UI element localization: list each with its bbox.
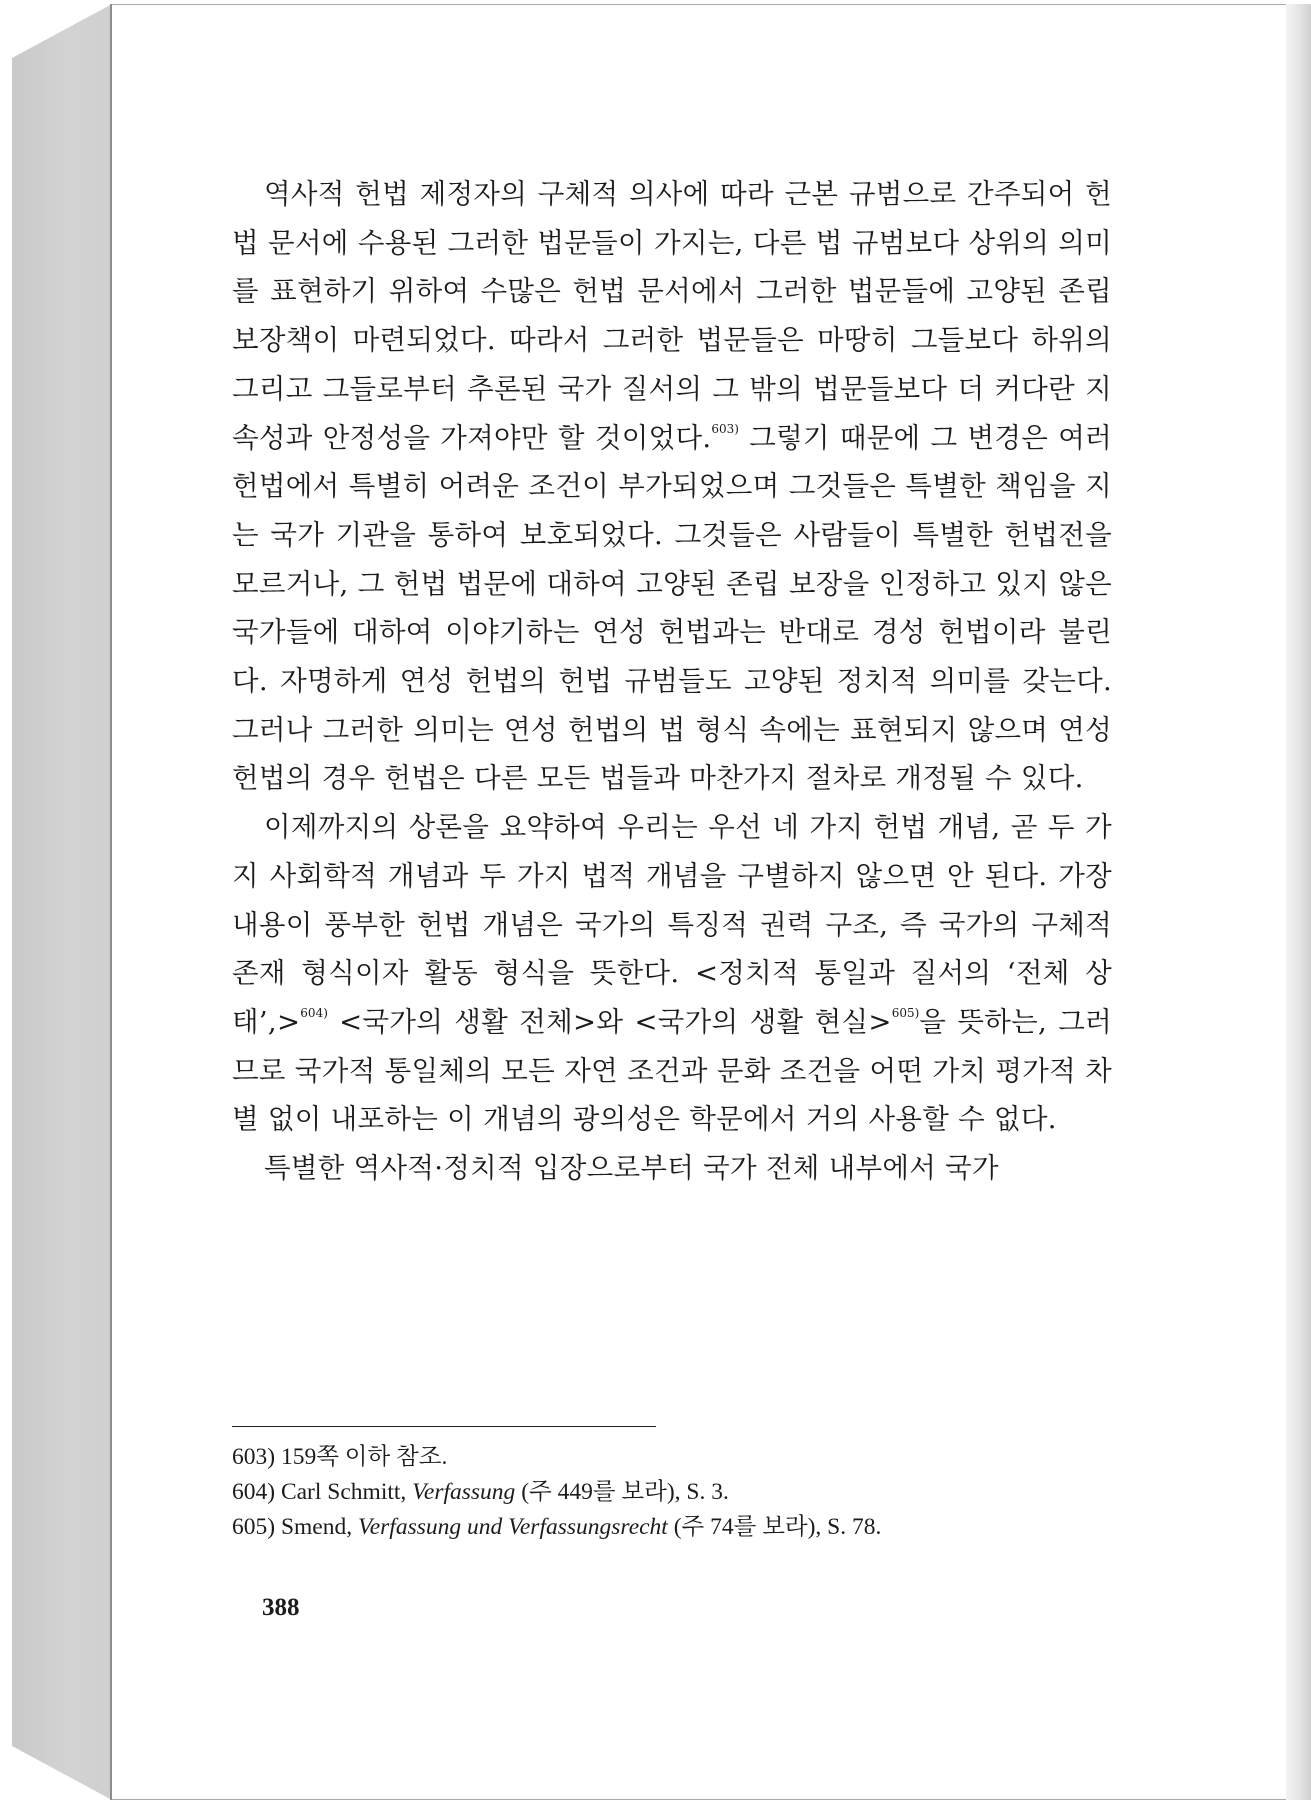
footnote-603 <box>232 1440 1112 1475</box>
footnote-ref-604[interactable]: 604) <box>300 1005 328 1020</box>
footnote-title: Verfassung und Verfassungsrecht <box>357 1514 668 1540</box>
paragraph <box>232 170 1112 803</box>
text-run: 역사적 헌법 제정자의 구체적 의사에 따라 근본 규범으로 간주되어 헌법 문서에 수용된 그러한 법문들이 가지는, 다른 법 규범보다 상위의 의미를 표현하기 위하여 수많은 헌법 문서에서 그러한 법문들에 고양된 존립 보장책이 마련되었다. 따라서 그러한 법문들은 마땅히 그들보다 하위의 그리고 그들로부터 추론된 국가 질서의 그 밖의 법문들보다 더 커다란 지속성과 안정성을 가져야만 할 것이었다. <box>232 178 1112 454</box>
page-number: 388 <box>262 1594 300 1621</box>
footnote-605 <box>232 1510 1112 1545</box>
text-run: 그렇기 때문에 그 변경은 여러 헌법에서 특별히 어려운 조건이 부가되었으며 그것들은 특별한 책임을 지는 국가 기관을 통하여 보호되었다. 그것들은 사람들이 특별한 헌법전을 모르거나, 그 헌법 법문에 대하여 고양된 존립 보장을 인정하고 있지 않은 국가들에 대하여 이야기하는 연성 헌법과는 반대로 경성 헌법이라 불린다. 자명하게 연성 헌법의 헌법 규범들도 고양된 정치적 의미를 갖는다. 그러나 그러한 의미는 연성 헌법의 법 형식 속에는 표현되지 않으며 연성 헌법의 경우 헌법은 다른 모든 법들과 마찬가지 절차로 개정될 수 있다. <box>232 421 1112 795</box>
footnote-604 <box>232 1475 1112 1510</box>
footnote-ref-605[interactable]: 605) <box>891 1005 920 1020</box>
book-spine <box>12 4 112 1800</box>
text-run: 을 뜻하는, 그러므로 국가적 통일체의 모든 자연 조건과 문화 조건을 어떤 가치 평가적 차별 없이 내포하는 이 개념의 광의성은 학문에서 거의 사용할 수 없다. <box>232 1005 1112 1136</box>
paragraph <box>232 803 1112 1144</box>
text-run: 특별한 역사적·정치적 입장으로부터 국가 전체 내부에서 국가 <box>264 1152 999 1185</box>
footnote-number: 605) <box>232 1514 276 1540</box>
footnotes <box>232 1440 1112 1545</box>
footnote-text: (주 449를 보라), S. 3. <box>515 1479 729 1505</box>
footnote-ref-603[interactable]: 603) <box>711 421 739 436</box>
page-right-edge <box>1286 4 1311 1800</box>
text-run: 이제까지의 상론을 요약하여 우리는 우선 네 가지 헌법 개념, 곧 두 가지 사회학적 개념과 두 가지 법적 개념을 구별하지 않으면 안 된다. 가장 내용이 풍부한 헌법 개념은 국가의 특징적 권력 구조, 즉 국가의 구체적 존재 형식이자 활동 형식을 뜻한다. <정치적 통일과 질서의 ‘전체 상태’,> <box>232 811 1112 1038</box>
paragraph <box>232 1144 1112 1193</box>
footnote-text: (주 74를 보라), S. 78. <box>667 1514 882 1540</box>
footnote-number: 603) <box>232 1444 276 1470</box>
body-text <box>232 170 1112 1193</box>
footnote-title: Verfassung <box>412 1479 516 1505</box>
text-run: <국가의 생활 전체>와 <국가의 생활 현실> <box>327 1005 892 1038</box>
footnote-text: Carl Schmitt, <box>275 1479 413 1505</box>
footnote-text: Smend, <box>275 1514 358 1540</box>
footnote-number: 604) <box>232 1479 276 1505</box>
footnote-text: 159쪽 이하 참조. <box>275 1444 448 1470</box>
footnote-divider <box>232 1426 656 1427</box>
